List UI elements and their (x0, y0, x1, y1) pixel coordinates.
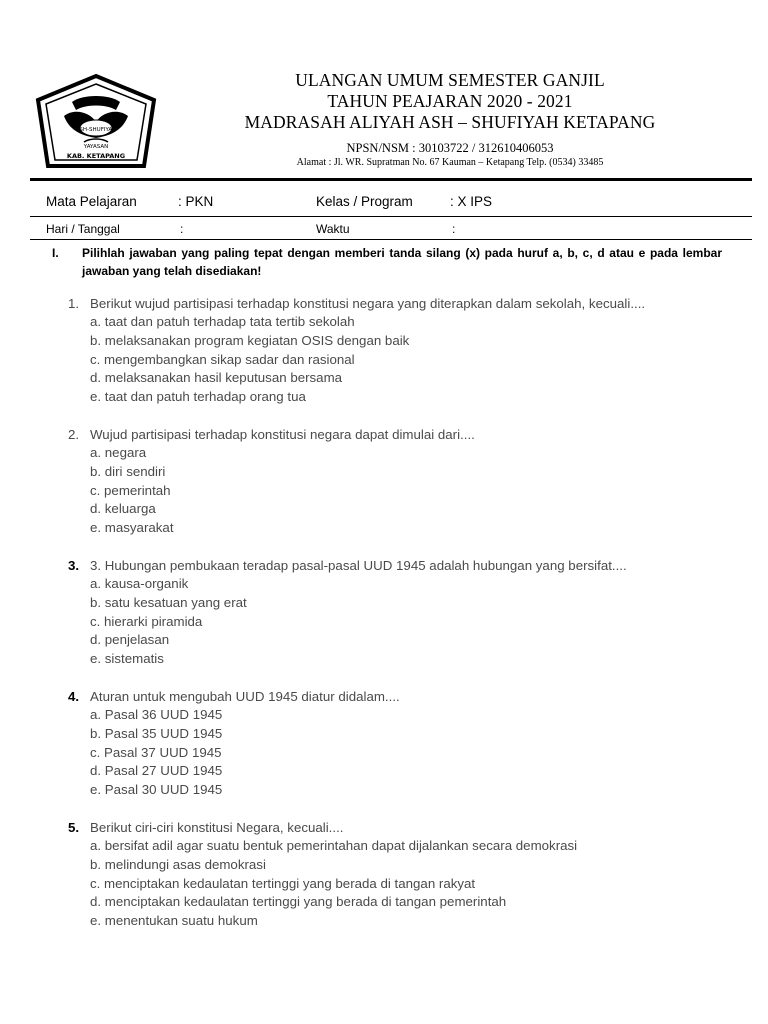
class-label: Kelas / Program (316, 194, 413, 209)
question-text: Wujud partisipasi terhadap konstitusi negara dapat dimulai dari.... (90, 426, 475, 442)
header-npsn: NPSN/NSM : 30103722 / 312610406053 (346, 141, 554, 155)
question-text: 3. Hubungan pembukaan teradap pasal-pasal UUD 1945 adalah hubungan yang bersifat.... (90, 557, 627, 573)
logo-text-top: ASH-SHUFIYAH (75, 127, 117, 133)
option-list (64, 706, 744, 800)
option-a: a. Pasal 36 UUD 1945 (90, 706, 223, 722)
question-stem (64, 425, 744, 444)
header-school: MADRASAH ALIYAH ASH – SHUFIYAH KETAPANG (244, 112, 656, 132)
info-divider-2 (30, 239, 752, 240)
question-text: Berikut wujud partisipasi terhadap konstitusi negara yang diterapkan dalam sekolah, kecuali.... (90, 296, 646, 311)
question-text: Berikut ciri-ciri konstitusi Negara, kecuali.... (90, 819, 344, 835)
option-d: d. Pasal 27 UUD 1945 (90, 763, 223, 779)
instruction-number: I. (52, 246, 59, 260)
logo-text-bottom: KAB. KETAPANG (66, 152, 126, 160)
option-e: e. sistematis (90, 651, 164, 667)
question-5 (64, 818, 744, 931)
question-number: 1. (68, 296, 80, 311)
option-list (64, 837, 744, 931)
question-2 (64, 425, 744, 538)
instruction-text: Pilihlah jawaban yang paling tepat dengan memberi tanda silang (x) pada huruf a, b, c, d atau e pada lembar jawaban yang telah disediakan! (82, 246, 722, 278)
option-a: a. bersifat adil agar suatu bentuk pemerintahan dapat dijalankan secara demokrasi (90, 837, 578, 853)
option-d: d. penjelasan (90, 632, 170, 648)
option-b: b. melindungi asas demokrasi (90, 856, 266, 872)
option-a: a. taat dan patuh terhadap tata tertib sekolah (90, 314, 355, 329)
option-list (64, 444, 744, 538)
subject-label: Mata Pelajaran (46, 194, 137, 209)
question-text: Aturan untuk mengubah UUD 1945 diatur didalam.... (90, 688, 400, 704)
date-value: : (180, 222, 184, 236)
subject-value: : PKN (178, 194, 214, 209)
header-divider (30, 178, 752, 181)
question-1 (64, 294, 744, 407)
class-value: : X IPS (450, 194, 493, 209)
option-list (64, 575, 744, 669)
time-value: : (452, 222, 456, 236)
question-stem (64, 687, 744, 706)
question-stem (64, 556, 744, 575)
question-stem (64, 818, 744, 837)
header-year: TAHUN PEAJARAN 2020 - 2021 (327, 91, 573, 111)
option-c: c. Pasal 37 UUD 1945 (90, 744, 222, 760)
question-number: 5. (68, 819, 80, 835)
option-e: e. masyarakat (90, 520, 174, 536)
option-a: a. kausa-organik (90, 575, 189, 591)
option-d: d. melaksanakan hasil keputusan bersama (90, 370, 343, 386)
option-d: d. keluarga (90, 501, 156, 517)
question-3 (64, 556, 744, 669)
option-e: e. taat dan patuh terhadap orang tua (90, 389, 306, 405)
option-c: c. hierarki piramida (90, 613, 203, 629)
option-e: e. Pasal 30 UUD 1945 (90, 782, 223, 798)
info-divider-1 (30, 216, 752, 217)
instruction-block (46, 244, 722, 280)
option-b: b. diri sendiri (90, 463, 166, 479)
header-title: ULANGAN UMUM SEMESTER GANJIL (295, 70, 605, 90)
question-4 (64, 687, 744, 800)
option-b: b. melaksanakan program kegiatan OSIS dengan baik (90, 332, 410, 348)
question-number: 2. (68, 426, 80, 442)
exam-header (170, 70, 730, 169)
option-b: b. Pasal 35 UUD 1945 (90, 725, 223, 741)
date-label: Hari / Tanggal (46, 222, 120, 236)
option-d: d. menciptakan kedaulatan tertinggi yang berada di tangan pemerintah (90, 894, 507, 910)
option-c: c. mengembangkan sikap sadar dan rasional (90, 351, 355, 367)
school-logo-emblem (34, 72, 158, 172)
option-b: b. satu kesatuan yang erat (90, 594, 247, 610)
option-c: c. pemerintah (90, 482, 171, 498)
question-stem (64, 294, 744, 313)
option-list (64, 313, 744, 407)
question-number: 3. (68, 557, 80, 573)
option-a: a. negara (90, 444, 147, 460)
option-e: e. menentukan suatu hukum (90, 913, 258, 929)
logo-text-yayasan: YAYASAN (83, 144, 109, 150)
question-list (64, 294, 744, 949)
header-address: Alamat : Jl. WR. Supratman No. 67 Kauman – Ketapang Telp. (0534) 33485 (296, 157, 604, 168)
question-number: 4. (68, 688, 80, 704)
time-label: Waktu (316, 222, 350, 236)
option-c: c. menciptakan kedaulatan tertinggi yang berada di tangan rakyat (90, 875, 476, 891)
school-logo (34, 72, 158, 172)
